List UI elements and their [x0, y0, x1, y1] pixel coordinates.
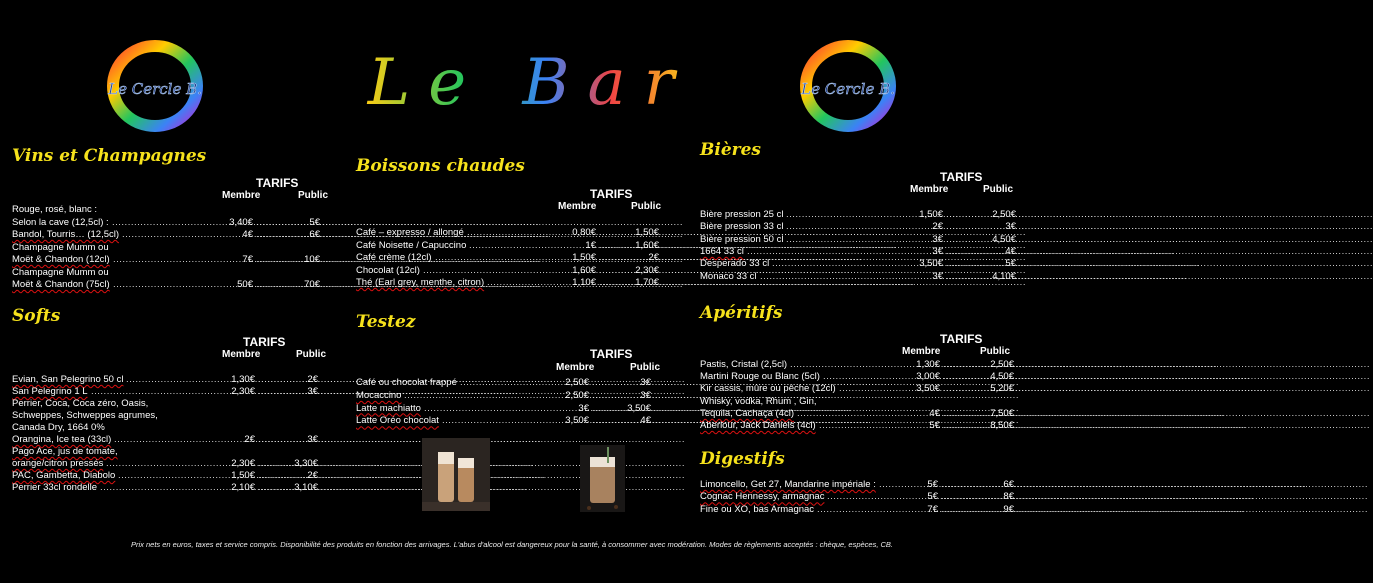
dot-leader	[592, 390, 637, 402]
price-row	[12, 446, 332, 458]
dot-leader	[100, 482, 228, 494]
price-row	[700, 271, 1020, 283]
item-label: Champagne Mumm ou	[12, 241, 109, 253]
public-price: 5€	[1005, 258, 1016, 270]
dot-leader	[946, 258, 1002, 270]
price-row	[356, 240, 676, 253]
public-header: Public	[980, 346, 1011, 357]
item-label: Café crème (12cl)	[356, 252, 432, 263]
membre-price: 2,30€	[231, 458, 255, 469]
dot-leader	[786, 234, 929, 246]
membre-price: 3,40€	[229, 216, 253, 228]
membre-header: Membre	[910, 184, 949, 195]
membre-price: 1,60€	[572, 264, 596, 276]
item-label: Chocolat (12cl)	[356, 264, 420, 276]
dot-leader	[256, 279, 301, 291]
dot-leader	[819, 420, 926, 432]
membre-price: 7€	[242, 254, 253, 265]
dot-leader	[404, 390, 562, 402]
public-price: 10€	[304, 254, 320, 265]
public-price: 3,50€	[627, 402, 651, 414]
price-row	[700, 234, 1020, 246]
item-label: Schweppes, Schweppes agrumes,	[12, 410, 158, 421]
price-row	[12, 470, 332, 482]
price-row	[700, 420, 1020, 432]
dot-leader	[946, 209, 989, 221]
public-price: 70€	[304, 279, 320, 290]
public-price: 3€	[640, 377, 651, 388]
membre-price: 1,10€	[572, 277, 596, 288]
membre-price: 50€	[237, 279, 253, 290]
svg-text:Le Cercle B.: Le Cercle B.	[801, 80, 895, 98]
public-header: Public	[630, 362, 661, 373]
item-label: orange/citron pressés	[12, 458, 104, 469]
item-label: Café Noisette / Capuccino	[356, 239, 467, 251]
item-label: Limoncello, Get 27, Mandarine impériale :	[700, 479, 876, 490]
price-row	[12, 374, 332, 386]
dot-leader	[599, 277, 632, 289]
membre-price: 4€	[242, 229, 253, 240]
dot-leader	[786, 221, 929, 233]
dot-leader	[122, 229, 239, 241]
dot-leader	[827, 491, 924, 503]
dot-leader	[113, 254, 239, 266]
price-row	[12, 204, 332, 217]
dot-leader	[599, 252, 645, 264]
membre-price: 3,50€	[565, 415, 589, 427]
public-price: 8,50€	[990, 420, 1014, 431]
dot-leader	[599, 227, 632, 239]
membre-price: 3,50€	[916, 383, 940, 395]
item-label: Latte Oréo chocolat	[356, 415, 439, 427]
public-price: 4€	[640, 415, 651, 427]
price-row	[12, 434, 332, 446]
dot-leader	[599, 265, 632, 277]
public-price: 1,60€	[635, 239, 659, 251]
price-row	[700, 371, 1020, 383]
public-price: 4€	[1005, 245, 1016, 257]
public-price: 6€	[309, 229, 320, 240]
price-row	[700, 479, 1020, 491]
tarifs-header: TARIFS	[256, 176, 299, 190]
section-title-vins: Vins et Champagnes	[12, 146, 207, 166]
dot-leader	[256, 217, 306, 229]
public-price: 3€	[307, 434, 318, 445]
dot-leader	[435, 252, 569, 264]
dot-leader	[258, 470, 304, 482]
price-row	[700, 504, 1020, 516]
price-row	[356, 227, 676, 240]
membre-price: 1,50€	[919, 209, 943, 220]
membre-price: 1,30€	[231, 374, 255, 385]
frappe-image	[580, 445, 625, 512]
item-label: Aberlour, Jack Daniels (4cl)	[700, 420, 816, 431]
dot-leader	[941, 479, 1000, 491]
section-title-chaudes: Boissons chaudes	[356, 156, 525, 176]
price-row	[700, 359, 1020, 371]
public-price: 2€	[307, 374, 318, 385]
dot-leader	[424, 403, 575, 415]
public-price: 4,10€	[992, 270, 1016, 282]
membre-price: 5€	[927, 491, 938, 503]
price-row	[12, 386, 332, 398]
dot-leader	[946, 271, 989, 283]
dot-leader	[943, 371, 987, 383]
price-row	[12, 422, 332, 434]
public-price: 2,50€	[992, 209, 1016, 220]
public-price: 1,50€	[635, 227, 659, 238]
item-label: Kir cassis, mûre ou pêche (12cl)	[700, 383, 836, 395]
item-label: Bandol, Tourris… (12,5cl)	[12, 229, 120, 240]
item-label: Martini Rouge ou Blanc (5cl)	[700, 371, 820, 383]
dot-leader	[839, 383, 913, 395]
price-row	[12, 217, 332, 230]
dot-leader	[258, 386, 304, 398]
membre-price: 3€	[932, 233, 943, 245]
item-label: Selon la cave (12,5cl) :	[12, 216, 109, 228]
item-label: Perrier, Coca, Coca zéro, Oasis,	[12, 398, 149, 409]
price-row	[356, 377, 676, 390]
public-price: 3€	[307, 386, 318, 397]
section-title-testez: Testez	[356, 312, 416, 332]
item-label: Evian, San Pelegrino 50 cl	[12, 374, 124, 385]
membre-header: Membre	[222, 190, 261, 201]
dot-leader	[112, 217, 226, 229]
dot-leader	[258, 482, 291, 494]
dot-leader	[113, 279, 234, 291]
public-price: 3,10€	[294, 482, 318, 493]
item-label: Latte machiatto	[356, 402, 421, 414]
price-row	[12, 279, 332, 292]
dot-leader	[790, 359, 913, 371]
price-row	[12, 242, 332, 255]
dot-leader	[91, 386, 228, 398]
dot-leader	[941, 504, 1000, 516]
dot-leader	[469, 240, 582, 252]
item-label: Pastis, Cristal (2,5cl)	[700, 359, 788, 370]
membre-price: 1,30€	[916, 359, 940, 370]
public-price: 3€	[640, 389, 651, 401]
membre-price: 3,50€	[919, 258, 943, 270]
price-row	[12, 254, 332, 267]
price-row	[356, 403, 676, 416]
price-row	[12, 458, 332, 470]
membre-price: 2,30€	[231, 386, 255, 397]
public-price: 2,30€	[635, 264, 659, 276]
price-row	[700, 396, 1020, 408]
item-label: Mocaccino	[356, 389, 402, 401]
membre-price: 7€	[927, 503, 938, 515]
membre-price: 2€	[932, 221, 943, 233]
price-row	[356, 265, 676, 278]
price-row	[700, 383, 1020, 395]
dot-leader	[772, 258, 916, 270]
footer-note: Prix nets en euros, taxes et service compris. Disponibilité des produits en fonction des arrivages. L'abus d'alcool est dangereux pour la santé, à consommer avec modération. Modes de règlements acceptés : chèque, espèces, CB.	[130, 540, 894, 549]
item-label: Bière pression 50 cl	[700, 233, 784, 245]
public-header: Public	[296, 349, 327, 360]
price-row	[700, 491, 1020, 503]
dot-leader	[467, 227, 569, 239]
public-header: Public	[631, 201, 662, 212]
price-row	[12, 482, 332, 494]
dot-leader	[256, 254, 301, 266]
item-label: Moët & Chandon (12cl)	[12, 254, 110, 265]
dot-leader	[946, 246, 1002, 258]
tarifs-header: TARIFS	[940, 170, 983, 184]
dot-leader	[460, 377, 562, 389]
price-row	[356, 415, 676, 428]
membre-price: 1,50€	[572, 252, 596, 263]
dot-leader	[941, 491, 1000, 503]
dot-leader	[823, 371, 913, 383]
membre-price: 3€	[578, 402, 589, 414]
tarifs-header: TARIFS	[940, 332, 983, 346]
item-label: Canada Dry, 1664 0%	[12, 422, 105, 433]
public-price: 3€	[1005, 221, 1016, 233]
dot-leader	[943, 420, 987, 432]
price-row	[12, 229, 332, 242]
membre-price: 5€	[929, 420, 940, 431]
membre-price: 2€	[244, 434, 255, 445]
dot-leader	[599, 240, 632, 252]
dot-leader	[126, 374, 228, 386]
item-label: Café ou chocolat frappé	[356, 377, 457, 388]
item-label: Rouge, rosé, blanc :	[12, 204, 98, 215]
price-row	[700, 246, 1020, 258]
membre-price: 2,50€	[565, 389, 589, 401]
dot-leader	[786, 209, 916, 221]
price-row	[700, 221, 1020, 233]
public-header: Public	[983, 184, 1014, 195]
price-row	[700, 209, 1020, 221]
dot-leader	[258, 458, 291, 470]
svg-text:Le Bar: Le Bar	[367, 46, 693, 120]
tarifs-header: TARIFS	[590, 187, 633, 201]
dot-leader	[747, 246, 929, 258]
public-price: 7,50€	[990, 407, 1014, 419]
item-label: Perrier 33cl rondelle	[12, 482, 98, 493]
item-label: Bière pression 25 cl	[700, 209, 784, 220]
dot-leader	[943, 359, 987, 371]
price-row	[12, 410, 332, 422]
dot-leader	[592, 415, 637, 427]
dot-leader	[879, 479, 924, 491]
public-price: 2,50€	[990, 359, 1014, 370]
membre-header: Membre	[222, 349, 261, 360]
cercle-b-logo-right	[788, 38, 908, 133]
dot-leader	[760, 271, 929, 283]
public-price: 8€	[1003, 491, 1014, 503]
public-price: 1,70€	[635, 277, 659, 288]
item-label: San Pelegrino 1 L	[12, 386, 88, 397]
dot-leader	[258, 374, 304, 386]
svg-text:Le Cercle B.: Le Cercle B.	[108, 80, 202, 98]
item-label: Desperado 33 cl	[700, 258, 770, 270]
item-label: Thé (Earl grey, menthe, citron)	[356, 277, 485, 288]
membre-price: 3€	[932, 270, 943, 282]
dot-leader	[592, 403, 624, 415]
public-price: 9€	[1003, 503, 1014, 515]
public-price: 6€	[1003, 479, 1014, 490]
item-label: Orangina, Ice tea (33cl)	[12, 434, 112, 445]
public-price: 5,20€	[990, 383, 1014, 395]
item-label: Fine ou XO, bas Armagnac	[700, 503, 815, 515]
membre-price: 2,50€	[565, 377, 589, 388]
membre-price: 1€	[585, 239, 596, 251]
item-label: Monaco 33 cl	[700, 270, 757, 282]
dot-leader	[946, 221, 1002, 233]
tarifs-header: TARIFS	[590, 347, 633, 361]
dot-leader	[106, 458, 228, 470]
section-title-softs: Softs	[12, 306, 61, 326]
tarifs-header: TARIFS	[243, 335, 286, 349]
item-label: PAC, Gambetta, Diabolo	[12, 470, 116, 481]
public-price: 2€	[307, 470, 318, 481]
dot-leader	[943, 383, 987, 395]
public-price: 2€	[648, 252, 659, 263]
dot-leader	[946, 234, 989, 246]
public-price: 3,30€	[294, 458, 318, 469]
membre-header: Membre	[902, 346, 941, 357]
dot-leader	[118, 470, 228, 482]
membre-header: Membre	[558, 201, 597, 212]
item-label: Tequila, Cachaça (4cl)	[700, 407, 794, 419]
dot-leader	[114, 434, 241, 446]
item-label: Champagne Mumm ou	[12, 266, 109, 278]
dot-leader	[797, 408, 926, 420]
dot-leader	[592, 377, 637, 389]
membre-price: 4€	[929, 407, 940, 419]
public-price: 4,50€	[990, 371, 1014, 383]
price-row	[12, 267, 332, 280]
public-price: 4,50€	[992, 233, 1016, 245]
price-row	[356, 252, 676, 265]
cercle-b-logo-left	[95, 38, 215, 133]
page-title	[367, 38, 693, 128]
membre-price: 0,80€	[572, 227, 596, 238]
membre-price: 3,00€	[916, 371, 940, 383]
membre-header: Membre	[556, 362, 595, 373]
dot-leader	[423, 265, 569, 277]
price-row	[356, 390, 676, 403]
item-label: Moët & Chandon (75cl)	[12, 279, 110, 290]
dot-leader	[817, 504, 924, 516]
dot-leader	[256, 229, 306, 241]
section-title-bieres: Bières	[700, 140, 761, 160]
price-row	[12, 398, 332, 410]
dot-leader	[487, 277, 569, 289]
dot-leader	[258, 434, 304, 446]
item-label: Pago Ace, jus de tomate,	[12, 446, 118, 457]
dot-leader	[442, 415, 562, 427]
public-header: Public	[298, 190, 329, 201]
price-row	[700, 408, 1020, 420]
item-label: Bière pression 33 cl	[700, 221, 784, 233]
item-label: Café – expresso / allongé	[356, 227, 464, 238]
price-row	[356, 277, 676, 290]
price-row	[700, 258, 1020, 270]
section-title-aperitifs: Apéritifs	[700, 303, 783, 323]
membre-price: 3€	[932, 245, 943, 257]
item-label: Cognac Hennessy, armagnac	[700, 491, 825, 503]
membre-price: 2,10€	[231, 482, 255, 493]
section-title-digestifs: Digestifs	[700, 449, 785, 469]
dot-leader	[943, 408, 987, 420]
item-label: Whisky, vodka, Rhum , Gin,	[700, 395, 817, 407]
membre-price: 1,50€	[231, 470, 255, 481]
item-label: 1664 33 cl	[700, 245, 744, 257]
public-price: 5€	[309, 216, 320, 228]
membre-price: 5€	[927, 479, 938, 490]
iced-coffee-image	[422, 438, 490, 511]
